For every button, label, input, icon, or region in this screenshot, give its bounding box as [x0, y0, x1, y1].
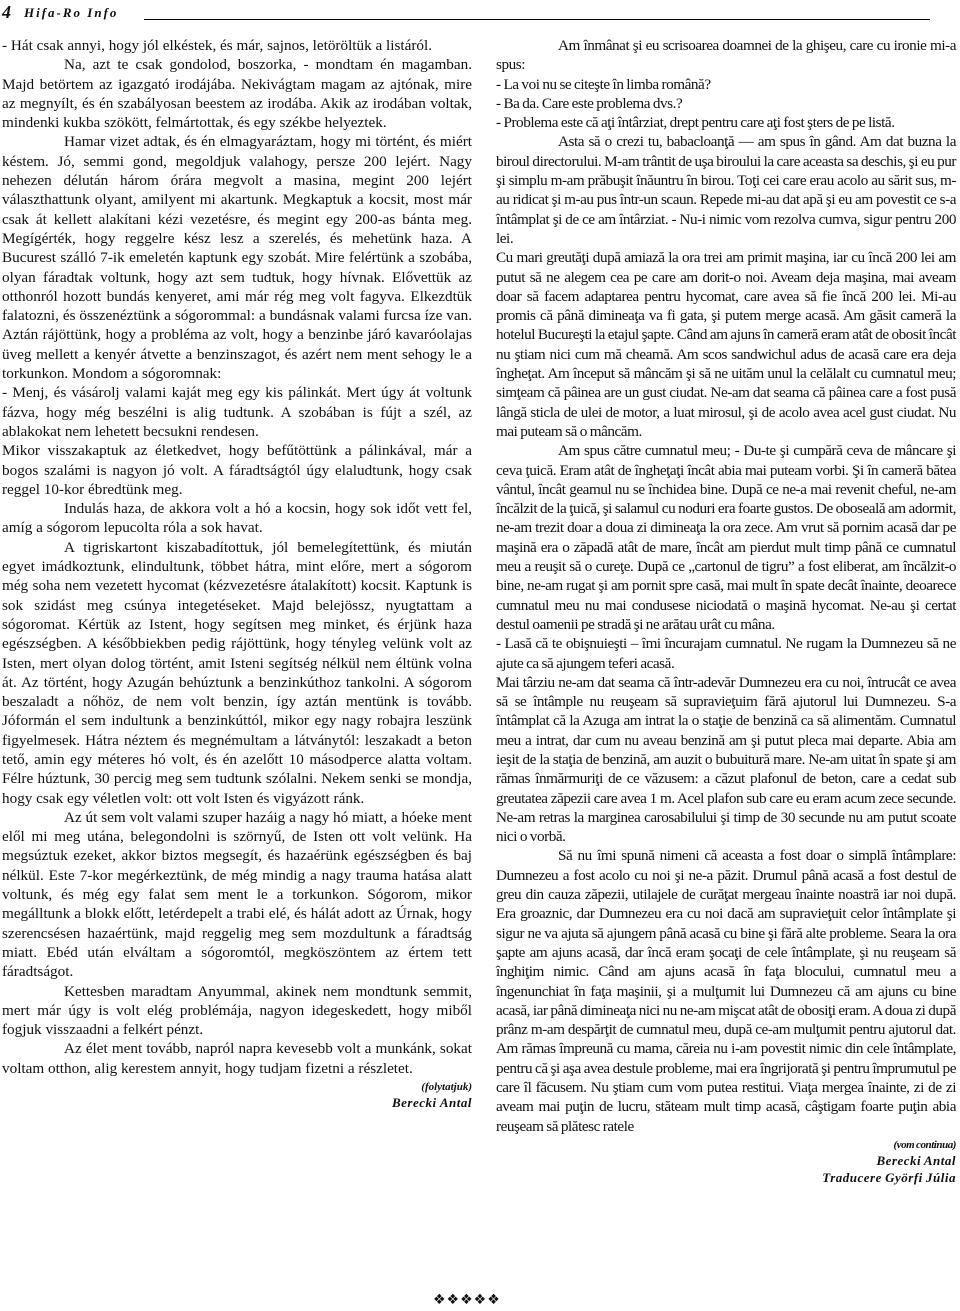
paragraph: Mikor visszakaptuk az életkedvet, hogy befűtöttünk a pálinkával, már a bogos szalámi is nagyon jó volt. A fáradtságtól úgy elaludtunk, hogy csak reggel 10-kor ébredtünk meg. — [2, 442, 472, 498]
paragraph: - Ba da. Care este problema dvs.? — [496, 94, 683, 112]
page-number: 4 — [2, 2, 11, 22]
paragraph: - La voi nu se citeşte în limba română? — [496, 75, 711, 93]
paragraph: Să nu îmi spună nimeni că aceasta a fost doar o simplă întâmplare: Dumnezeu a fost acolo cu noi şi ne-a păzit. Drumul până acasă a fost destul de greu din cauza zăpezii, utilajele de curăţat mergeau înainte noastră iar noi după. Era groaznic, dar Dumnezeu era cu noi dacă am supravieţuit celor întâmplate şi sigur ne va ajuta să ajungem până acasă cu bine şi fără alte probleme. Seara la ora şapte am ajuns acasă, dar încă eram şocaţi de cele întâmplate, şi nu reuşeam să înghiţim nimic. Când am ajuns acasă în faţa blocului, cumnatul meu a îngenunchiat în faţa maşinii, şi a mulţumit lui Dumnezeu că am ajuns cu bine acasă, iar până dimineaţa nici nu ne-am mişcat atât de obosiţi eram. A doua zi după prânz m-am despărţit de cumnatul meu, după ce-am mulţumit pentru ajutorul dat. Am rămas împreună cu mama, căreia nu i-am povestit nimic din cele întâmplate, pentru că şi aşa avea destule probleme, mai era îngrijorată şi pentru împrumutul pe care îl făcusem. Nu ştiam cum vom putea restitui. Viaţa mergea înainte, zi de zi aveam mai puţin de lucru, stăteam mult timp acasă, câştigam foarte puţin abia reuşeam să plătesc ratele — [496, 847, 956, 1135]
paragraph: Mai târziu ne-am dat seama că într-adevăr Dumnezeu era cu noi, întrucât ce avea să se întâmple nu reuşeam să supravieţuim fără ajutorul lui Dumnezeu. S-a întâmplat că la Azuga am intrat la o staţie de benzină ca să alimentăm. Cumnatul meu a intrat, dar cum nu aveau benzină am şi putut pleca mai departe. Abia am ieşit de la staţia de benzină, am auzit o bubuitură mare. Ne-am uitat în spate şi am rămas înmărmuriţi de ce văzusem: a căzut plafonul de beton, care a cedat sub greutatea zăpezii care avea 1 m. Acel plafon sub care eu eram acum zece secunde. Ne-am retras la marginea carosabilului şi timp de 30 secunde nu am putut scoate nici o vorbă. — [496, 673, 956, 846]
author-signature: Berecki Antal — [876, 1152, 956, 1168]
paragraph: A tigriskartont kiszabadítottuk, jól bemelegítettünk, és miután egyet imádkoztunk, elindultunk, többet hátra, mint előre, mert a sógorom még soha nem vezetett hycomat (kézvezetésre átalakított) kocsit. Kaptunk is sok szidást meg csúnya integetéseket. Majd belejössz, nyugtattam a sógoromat. Kértük az Istent, hogy segítsen meg minket, és érjünk haza egészségben. A későbbiekben pedig rájöttünk, hogy tényleg velünk volt az Isten, mert olyan dolog történt, amit Isteni segítség nélkül nem éltünk volna át. Az történt, hogy Azugán behúztunk a benzinkúthoz tankolni. A sógorom beszaladt a nőhöz, de nem volt benzin, így aztán mentünk is tovább. Jóformán el sem indultunk a benzinkúttól, mikor egy nagy robajra leszünk figyelmesek. Hátra néztem és megnémultam a látványtól: leszakadt a beton tető, amin egy méteres hó volt, és én azelőtt 10 másodperce alatta voltam. Félre húztunk, 30 percig meg sem tudtunk szólalni. Nekem senki se mondja, hogy csak egy véletlen volt: ott volt Isten és vigyázott ránk. — [2, 538, 472, 807]
continued-note: (folytatjuk) — [421, 1081, 472, 1094]
paragraph: Kettesben maradtam Anyummal, akinek nem mondtunk semmit, mert már úgy is volt elég problémája, nagyon idegeskedett, hogy miből fogjuk visszaadni a felkért pénzt. — [2, 982, 472, 1039]
author-signature: Berecki Antal — [391, 1095, 472, 1111]
paragraph: Az út sem volt valami szuper hazáig a nagy hó miatt, a hóeke ment elől mi meg utána, belegondolni is szörnyű, de Isten ott volt velünk. Ha megsúztuk ezeket, akkor biztos megsegít, és hazaérünk egészségben és baj nélkül. Este 7-kor megérkeztünk, de még mindig a nagy trauma hatása alatt voltunk, és még egy falat sem ment le a torkunkon. Sógorom, mikor megálltunk a blokk előtt, letérdepelt a trabi elé, és hálát adott az Úrnak, hogy szerencsésen hazaértünk, majd reggelig meg sem mozdultunk a fáradtság miatt. Ebéd után elváltam a sógoromtól, megköszöntem az értem tett fáradtságot. — [2, 808, 472, 981]
paragraph: Asta să o crezi tu, babacloanţă — am spus în gând. Am dat buzna la biroul directorului. M-am trântit de uşa biroului la care aceasta sa deschis, şi eu pur şi simplu m-am prăbuşit înăuntru în birou. Toţi cei care erau acolo au sărit sus, m-au ridicat şi m-au pus într-un scaun. Repede mi-au dat apă şi eu am povestit ce s-a întâmplat şi de ce am întârziat. - Nu-i nimic vom rezolva cumva, sigur pentru 200 lei. — [496, 133, 956, 247]
continued-note: (vom continua) — [893, 1138, 956, 1151]
paragraph: - Menj, és vásárolj valami kaját meg egy kis pálinkát. Mert úgy át voltunk fázva, hogy még beszélni is alig tudtunk. A szobában is fújt a szél, az ablakokat nem lehetett becsukni rendesen. — [2, 384, 472, 440]
paragraph: - Hát csak annyi, hogy jól elkéstek, és már, sajnos, letöröltük a listáról. — [2, 37, 433, 54]
paragraph: - Problema este că aţi întârziat, drept pentru care aţi fost şters de pe listă. — [496, 114, 895, 132]
paragraph: Am înmânat şi eu scrisoarea doamnei de la ghişeu, care cu ironie mi-a spus: — [496, 37, 956, 74]
header-rule — [144, 19, 930, 20]
footer-ornament: ❖❖❖❖❖ — [433, 1292, 501, 1308]
paragraph: Cu mari greutăţi după amiază la ora trei am primit maşina, iar cu încă 200 lei am putut să ne alegem cea pe care am dorit-o noi. Aveam deja maşina, mai aveam doar să facem adaptarea pentru hycomat, care avea să fie încă 200 lei. Mi-au promis că până dimineaţa va fi gata, şi putem merge acasă. Am găsit cameră la hotelul Bucureşti la etajul şapte. Când am ajuns în cameră eram atât de obosit încât nu ştiam nici cum mă cheamă. Am scos sandwichul adus de acasă care era deja îngheţat. Am început să mâncăm şi să ne uităm unul la celălalt cu cumnatul meu; simţeam că pâinea are un gust ciudat. Ne-am dat seama că pâinea care a fost pusă lângă sticla de ulei de motor, a luat mirosul, şi de acolo avea acel gust ciudat. Nu mai puteam să o mâncăm. — [496, 249, 957, 440]
paragraph: Am spus către cumnatul meu; - Du-te şi cumpără ceva de mâncare şi ceva ţuică. Eram atât de îngheţaţi încât abia mai puteam vorbi. Şi în cameră bătea vântul, încât geamul nu se închidea bine. După ce ne-a mai revenit cheful, ne-am încălzit de la ţuică, şi salamul cu noduri era foarte gustos. De oboseală am adormit, ne-am trezit doar a doua zi dimineaţa la ora zece. Am vrut să pornim acasă dar pe maşină era o zăpadă atât de mare, încât am pierdut mult timp până ce cumnatul meu a reuşit să o cureţe. După ce „cartonul de tigru” a fost eliberat, am încălzit-o bine, ne-am rugat şi am pornit spre casă, mai mult în spate decât înainte, deoarece cumnatul meu nu mai condusese niciodată o maşină hycomat. Ne-au şi certat destul oamenii pe stradă şi ne arătau urât cu mâna. — [496, 442, 956, 633]
romanian-column — [496, 36, 956, 1186]
paragraph: Az élet ment tovább, napról napra kevesebb volt a munkánk, sokat voltam otthon, alig kerestem annyit, hogy tudjam fizetni a részletet. — [2, 1040, 472, 1077]
paragraph: - Lasă că te obişnuieşti – îmi încurajam cumnatul. Ne rugam la Dumnezeu să ne ajute ca să ajungem teferi acasă. — [496, 635, 956, 672]
paragraph: Hamar vizet adtak, és én elmagyaráztam, hogy mi történt, és miért késtem. Jó, semmi gond, megoldjuk valahogy, persze 200 lejért. Nagy nehezen délután három órára megvolt a masina, megint 200 lejért választhattunk olyant, amilyent mi akartunk. Megkaptuk a kocsit, most már csak át kellett alakítani kézi vezetésre, és megint egy 200-as bánta meg. Megígérték, hogy reggelre kész lesz a szerelés, és mehetünk haza. A Bucurest szálló 7-ik emeletén kaptunk egy szobát. Mire felértünk a szobába, olyan fáradtak voltunk, hogy azt sem tudtuk, hogy hívnak. Elővettük az otthonról hozott bundás kenyeret, ami már rég meg volt fagyva. Elkezdtük falatozni, és összenéztünk a sógorommal: a bundásnak valami furcsa íze van. Aztán rájöttünk, hogy a probléma az volt, hogy a benzinbe járó kavaróolajas üveg mellett a kenyér átvette a benzinszagot, és azért nem ment sehogy le a torkunkon. Mondom a sógoromnak: — [2, 133, 472, 383]
page-header — [2, 0, 930, 26]
paragraph: Na, azt te csak gondolod, boszorka, - mondtam én magamban. Majd betörtem az igazgató irodájába. Nekivágtam magam az ajtónak, mire az megnyílt, és én szabályosan beestem az irodába. Akik az irodában voltak, mindenki kukba szökött, felmártottak, és egy székbe helyeztek. — [2, 56, 472, 132]
publication-title: Hifa-Ro Info — [24, 5, 119, 20]
hungarian-column — [2, 36, 472, 1111]
paragraph: Indulás haza, de akkora volt a hó a kocsin, hogy sok időt vett fel, amíg a sógorom lepucolta róla a sok havat. — [2, 500, 472, 537]
translator-credit: Traducere Györfi Júlia — [822, 1169, 956, 1185]
